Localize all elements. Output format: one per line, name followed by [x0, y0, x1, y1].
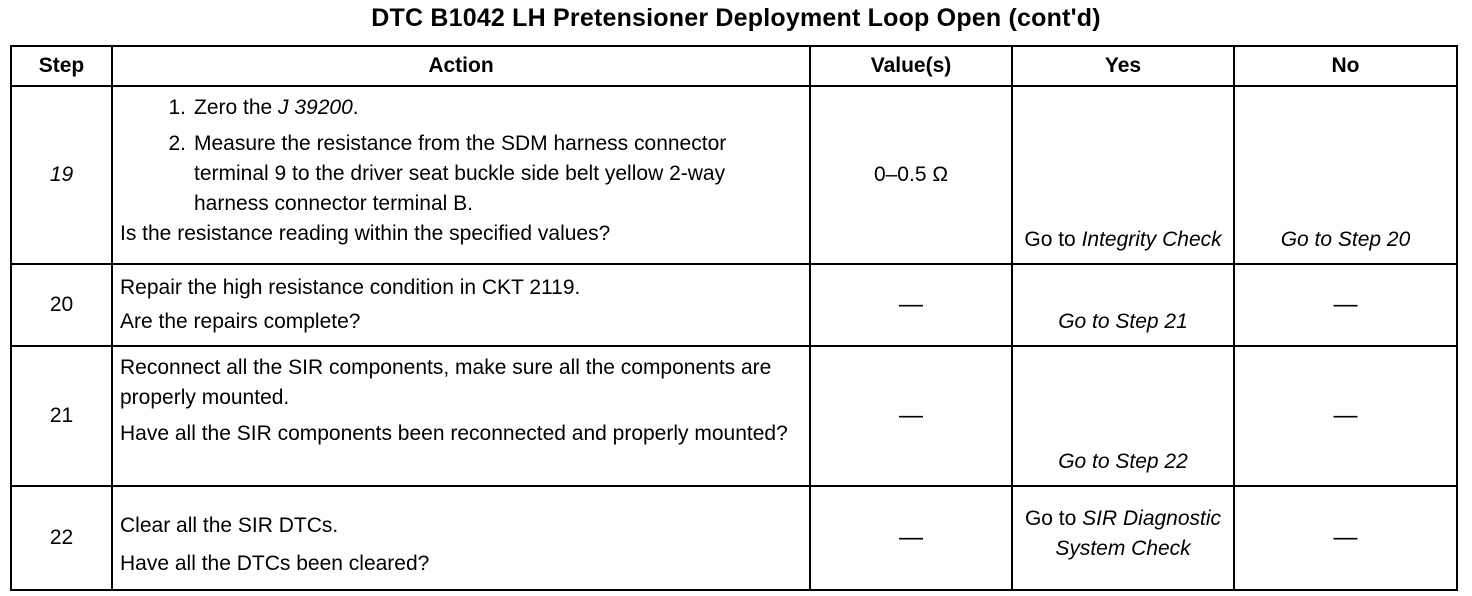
step-number: 20 [11, 264, 112, 346]
yes-link: Integrity Check [1081, 228, 1222, 251]
step-number: 19 [11, 86, 112, 264]
value-cell: — [810, 264, 1012, 346]
step-number: 22 [11, 486, 112, 590]
value-cell: — [810, 486, 1012, 590]
no-cell: — [1234, 264, 1457, 346]
list-item-suffix: . [352, 96, 359, 119]
yes-link: SIR Diagnostic System Check [1055, 507, 1222, 560]
list-item-number: 2. [168, 132, 186, 155]
table-row [11, 486, 1457, 590]
step-number: 21 [11, 346, 112, 486]
header-yes: Yes [1012, 46, 1234, 86]
table-row [11, 346, 1457, 486]
action-cell [112, 86, 810, 264]
tool-name: J 39200 [278, 96, 353, 119]
action-cell [112, 346, 810, 486]
action-text: Reconnect all the SIR components, make sure all the components are properly mounted. [120, 356, 772, 409]
yes-prefix: Go to [1024, 228, 1082, 251]
action-question: Is the resistance reading within the specified values? [120, 222, 611, 245]
list-item [120, 129, 803, 219]
yes-cell [1012, 486, 1234, 590]
action-question: Have all the SIR components been reconnected and properly mounted? [120, 422, 788, 445]
action-text: Repair the high resistance condition in CKT 2119. [120, 276, 581, 299]
header-values: Value(s) [810, 46, 1012, 86]
no-cell: — [1234, 486, 1457, 590]
yes-cell: Go to Step 22 [1012, 346, 1234, 486]
list-item-text: Measure the resistance from the SDM harness connector terminal 9 to the driver seat buckle side belt yellow 2-way harness connector terminal B. [194, 132, 727, 215]
header-action: Action [112, 46, 810, 86]
no-cell: — [1234, 346, 1457, 486]
table-row [11, 264, 1457, 346]
header-no: No [1234, 46, 1457, 86]
list-item-number: 1. [168, 96, 186, 119]
list-item-text: Zero the [194, 96, 279, 119]
action-question: Have all the DTCs been cleared? [120, 552, 430, 575]
yes-prefix: Go to [1024, 507, 1083, 530]
table-row [11, 86, 1457, 264]
table-header-row [11, 46, 1457, 86]
yes-cell: Go to Step 21 [1012, 264, 1234, 346]
no-cell: Go to Step 20 [1234, 86, 1457, 264]
yes-cell [1012, 86, 1234, 264]
action-steps-list [120, 93, 803, 219]
header-step: Step [11, 46, 112, 86]
value-cell: — [810, 346, 1012, 486]
action-cell [112, 264, 810, 346]
value-cell: 0–0.5 Ω [810, 86, 1012, 264]
page-title: DTC B1042 LH Pretensioner Deployment Loop Open (cont'd) [371, 4, 1101, 32]
action-cell [112, 486, 810, 590]
diagnostic-table [10, 45, 1458, 591]
action-text: Clear all the SIR DTCs. [120, 514, 339, 537]
list-item [120, 93, 803, 123]
action-question: Are the repairs complete? [120, 310, 361, 333]
